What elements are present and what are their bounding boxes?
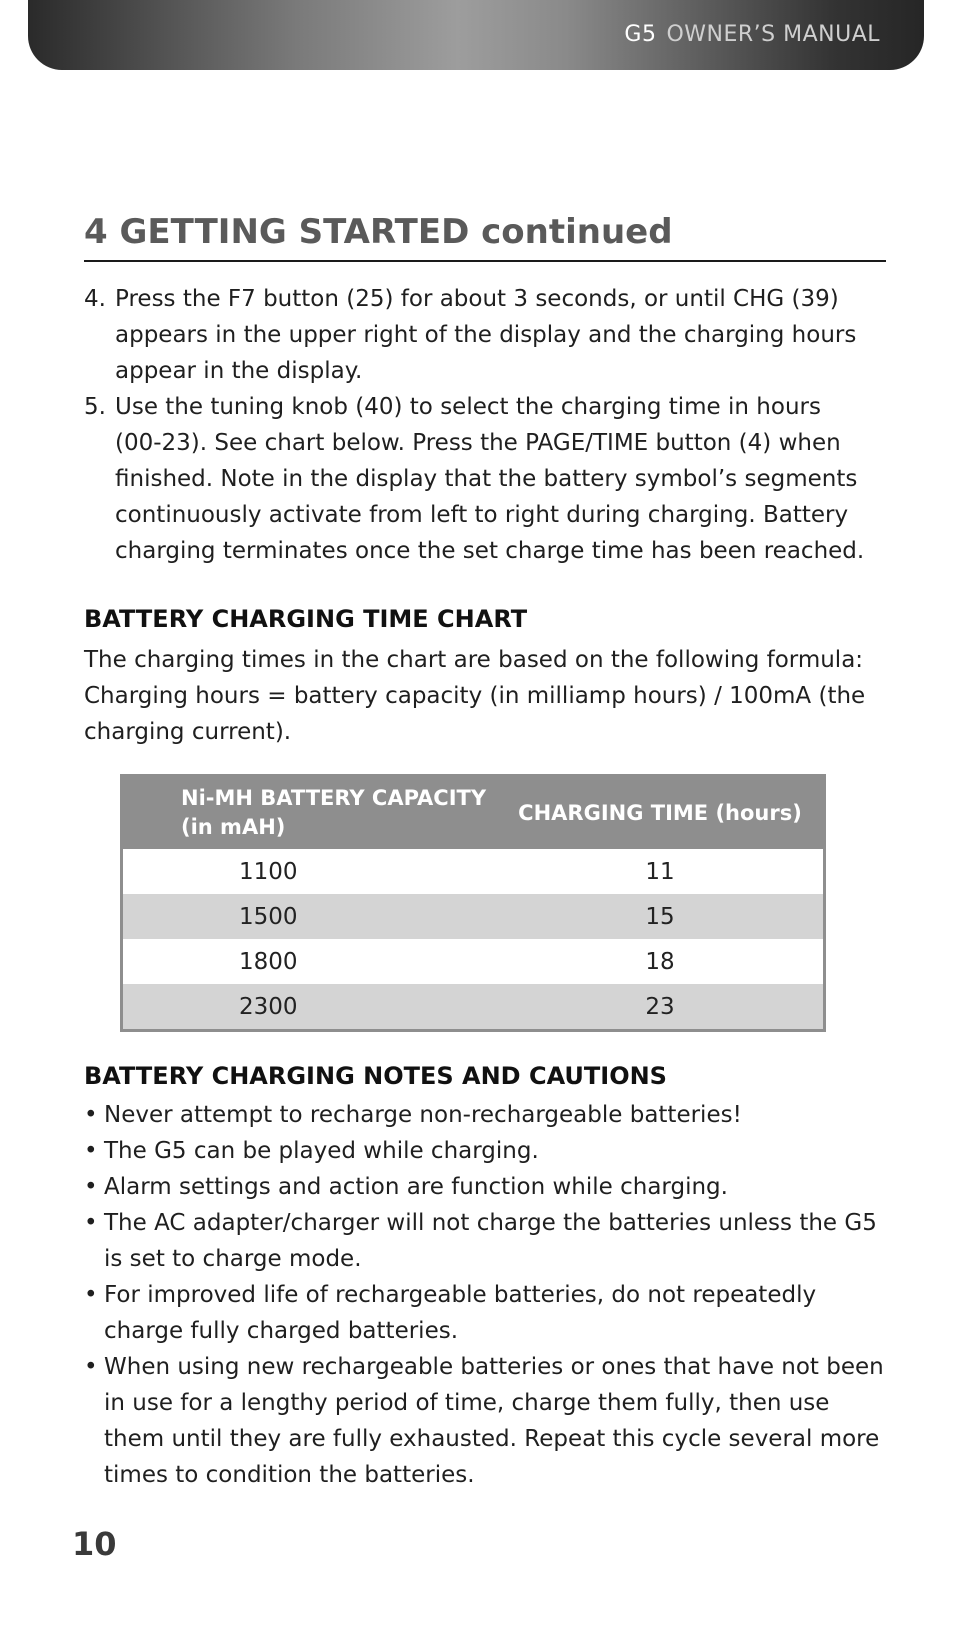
step-number: 4. <box>84 286 106 312</box>
chart-intro: The charging times in the chart are based on the following formula: Charging hours = battery capacity (in milliamp hours) / 100mA (the charging current). <box>84 647 866 745</box>
list-item <box>84 1097 884 1133</box>
step-item <box>84 389 874 569</box>
list-item <box>84 1169 884 1205</box>
note-text: Never attempt to recharge non-rechargeable batteries! <box>104 1102 742 1128</box>
bullet-icon: • <box>84 1138 98 1164</box>
table-header-row <box>122 776 825 850</box>
table-row <box>122 894 825 939</box>
steps-list <box>84 281 874 569</box>
table-row <box>122 939 825 984</box>
capacity-cell: 2300 <box>122 984 498 1031</box>
hours-cell: 15 <box>497 894 825 939</box>
header-charging-time: CHARGING TIME (hours) <box>497 776 825 850</box>
capacity-cell: 1100 <box>239 858 298 885</box>
charging-time-table <box>120 774 826 1032</box>
capacity-cell: 1800 <box>239 948 298 975</box>
header-manual-label: OWNER’S MANUAL <box>666 22 880 47</box>
notes-heading: BATTERY CHARGING NOTES AND CAUTIONS <box>84 1062 667 1090</box>
notes-list <box>84 1097 884 1493</box>
header-model: G5 <box>624 22 657 47</box>
bullet-icon: • <box>84 1102 98 1128</box>
page-number: 10 <box>72 1525 117 1563</box>
hours-cell: 11 <box>645 858 675 885</box>
step-text: Press the F7 button (25) for about 3 seconds, or until CHG (39) appears in the upper right of the display and the charging hours appear in the display. <box>115 286 857 384</box>
header-band <box>28 0 924 70</box>
header-capacity: Ni-MH BATTERY CAPACITY (in mAH) <box>122 776 498 850</box>
list-item <box>84 1205 884 1277</box>
list-item <box>84 1133 884 1169</box>
bullet-icon: • <box>84 1282 98 1308</box>
note-text: Alarm settings and action are function while charging. <box>104 1174 728 1200</box>
note-text: For improved life of rechargeable batteries, do not repeatedly charge fully charged batteries. <box>104 1282 817 1344</box>
note-text: The AC adapter/charger will not charge the batteries unless the G5 is set to charge mode. <box>104 1210 877 1272</box>
list-item <box>84 1277 884 1349</box>
capacity-cell: 1500 <box>122 894 498 939</box>
bullet-icon: • <box>84 1174 98 1200</box>
section-title: 4 GETTING STARTED continued <box>84 212 886 262</box>
table-row <box>122 984 825 1031</box>
running-header <box>624 22 880 47</box>
bullet-icon: • <box>84 1354 98 1380</box>
chart-heading: BATTERY CHARGING TIME CHART <box>84 605 528 633</box>
note-text: When using new rechargeable batteries or ones that have not been in use for a lengthy period of time, charge them fully, then use them until they are fully exhausted. Repeat this cycle several more times to condition the batteries. <box>104 1354 884 1488</box>
table-row <box>122 849 825 894</box>
step-item <box>84 281 874 389</box>
hours-cell: 23 <box>497 984 825 1031</box>
step-number: 5. <box>84 394 106 420</box>
note-text: The G5 can be played while charging. <box>104 1138 539 1164</box>
step-text: Use the tuning knob (40) to select the charging time in hours (00-23). See chart below. Press the PAGE/TIME button (4) when finished. Note in the display that the battery symbol’s segments continuously activate from left to right during charging. Battery charging terminates once the set charge time has been reached. <box>115 394 865 564</box>
list-item <box>84 1349 884 1493</box>
bullet-icon: • <box>84 1210 98 1236</box>
hours-cell: 18 <box>645 948 675 975</box>
